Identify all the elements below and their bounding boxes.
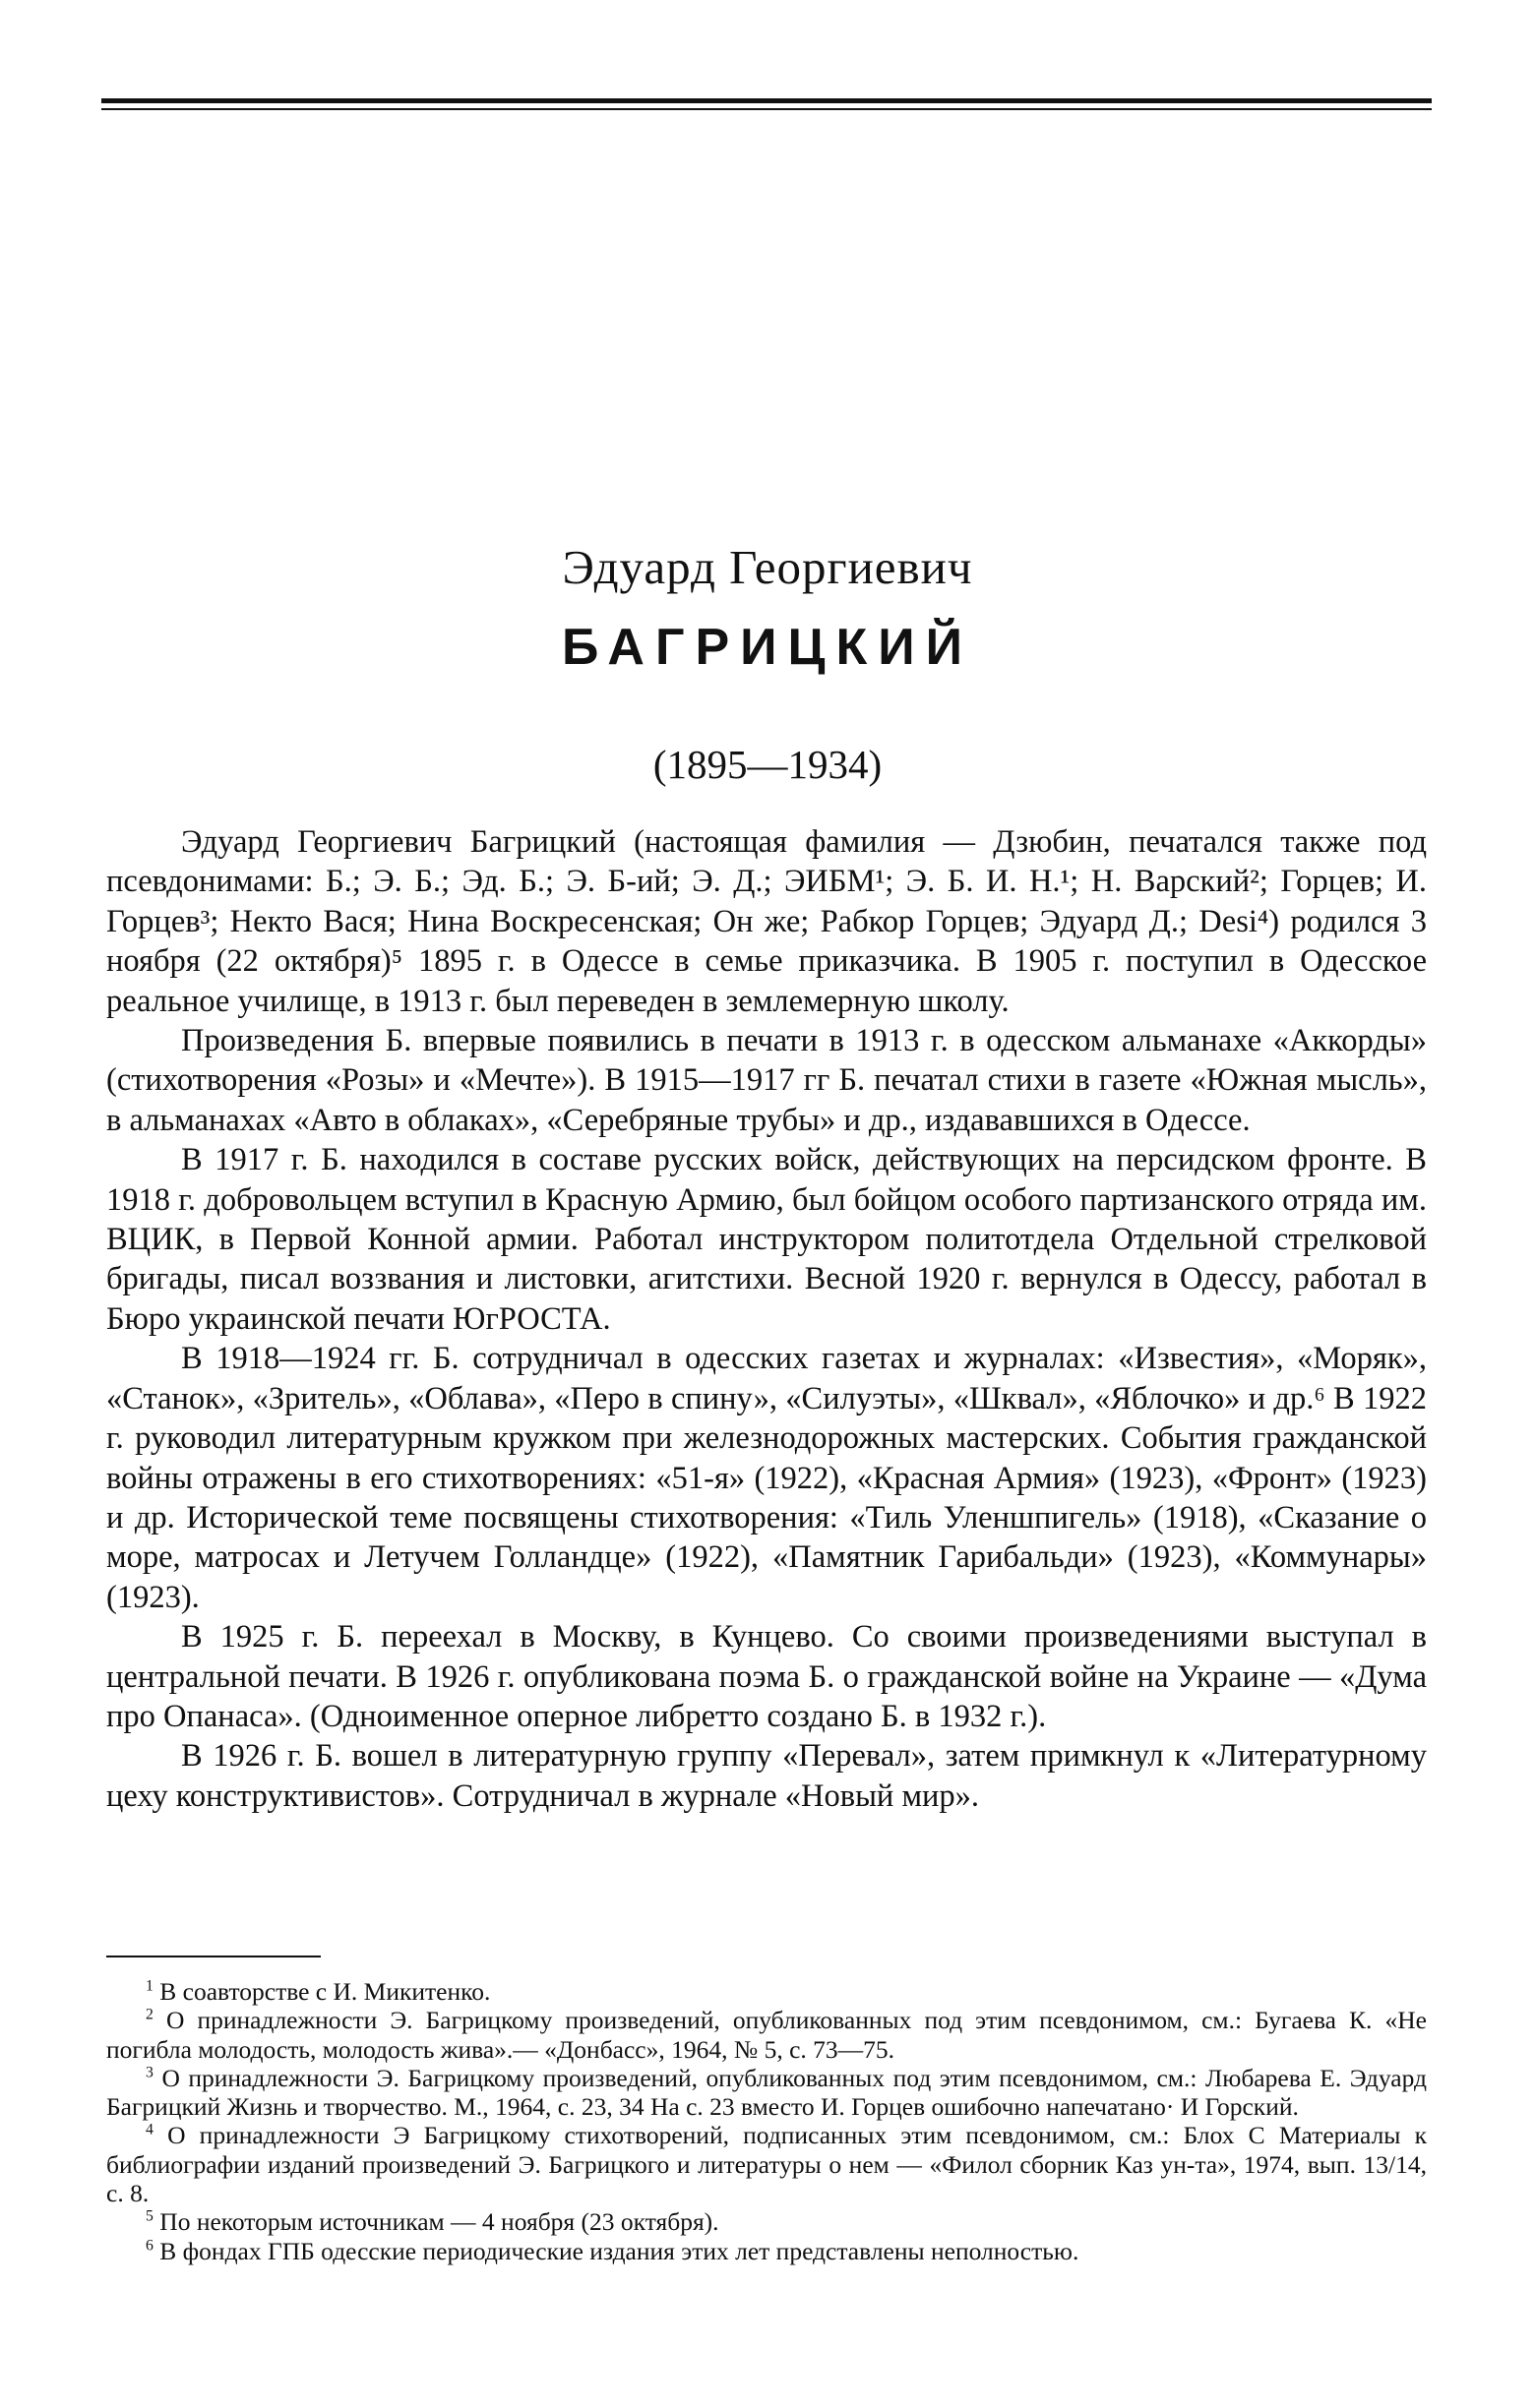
footnote-text: По некоторым источникам — 4 ноября (23 октября). [159, 2207, 719, 2237]
footnote-mark: 3 [146, 2064, 154, 2081]
footnote-mark: 5 [146, 2207, 154, 2225]
footnote-mark: 6 [146, 2237, 154, 2255]
footnote-text: В соавторстве с И. Микитенко. [159, 1977, 491, 2006]
footnote-text: О принадлежности Э. Багрицкому произведений, опубликованных под этим псевдонимом, см.: Бугаева К. «Не погибла молодость, молодость жива».— «Донбасс», 1964, № 5, с. 73—75. [106, 2006, 1427, 2064]
footnote-text: В фондах ГПБ одесские периодические издания этих лет представлены неполностью. [159, 2236, 1079, 2265]
top-rule-thin [101, 108, 1432, 110]
footnote-mark: 1 [146, 1977, 154, 1995]
author-life-years: (1895—1934) [652, 742, 883, 787]
footnote-text: О принадлежности Э Багрицкому стихотворений, подписанных этим псевдонимом, см.: Блох С Материалы к библиографии изданий произведений Э. Багрицкого и литературы о нем — «Филол сборник Каз ун-та», 1974, вып. 13/14, с. 8. [106, 2121, 1428, 2208]
body-paragraph: В 1917 г. Б. находился в составе русских войск, действующих на персидском фронте. В 1918 г. добровольцем вступил в Красную Армию, был бойцом особого партизанского отряда им. ВЦИК, в Первой Конной армии. Работал инструктором политотдела Отдельной стрелковой бригады, писал воззвания и листовки, агитстихи. Весной 1920 г. вернулся в Одессу, работал в Бюро украинской печати ЮгРОСТА. [106, 1142, 1427, 1337]
footnote [106, 2121, 1427, 2207]
top-rule-thick [101, 98, 1432, 103]
biography-body [106, 822, 1427, 1816]
body-paragraph: В 1918—1924 гг. Б. сотрудничал в одесских газетах и журналах: «Известия», «Моряк», «Станок», «Зритель», «Облава», «Перо в спину», «Силуэты», «Шквал», «Яблочко» и др.⁶ В 1922 г. руководил литературным кружком при железнодорожных мастерских. События гражданской войны отражены в его стихотворениях: «51-я» (1922), «Красная Армия» (1923), «Фронт» (1923) и др. Исторической теме посвящены стихотворения: «Тиль Уленшпигель» (1918), «Сказание о море, матросах и Летучем Голландце» (1922), «Памятник Гарибальди» (1923), «Коммунары» (1923). [106, 1341, 1427, 1615]
footnote-separator [106, 1956, 321, 1957]
body-paragraph: Произведения Б. впервые появились в печати в 1913 г. в одесском альманахе «Аккорды» (стихотворения «Розы» и «Мечте»). В 1915—1917 гг Б. печатал стихи в газете «Южная мысль», в альманахах «Авто в облаках», «Серебряные трубы» и др., издававшихся в Одессе. [106, 1023, 1427, 1138]
footnotes [106, 1977, 1427, 2265]
body-paragraph: В 1926 г. Б. вошел в литературную группу «Перевал», затем примкнул к «Литературному цеху конструктивистов». Сотрудничал в журнале «Новый мир». [106, 1738, 1427, 1814]
footnote-mark: 2 [146, 2006, 154, 2023]
footnote [106, 2237, 1427, 2265]
body-paragraph: Эдуард Георгиевич Багрицкий (настоящая фамилия — Дзюбин, печатался также под псевдонимами: Б.; Э. Б.; Эд. Б.; Э. Б-ий; Э. Д.; ЭИБМ¹; Э. Б. И. Н.¹; Н. Варский²; Горцев; И. Горцев³; Некто Вася; Нина Воскресенская; Он же; Рабкор Горцев; Эдуард Д.; Desi⁴) родился 3 ноября (22 октября)⁵ 1895 г. в Одессе в семье приказчика. В 1905 г. поступил в Одесское реальное училище, в 1913 г. был переведен в землемерную школу. [106, 824, 1427, 1019]
author-surname: БАГРИЦКИЙ [562, 619, 973, 676]
body-paragraph: В 1925 г. Б. переехал в Москву, в Кунцево. Со своими произведениями выступал в центральной печати. В 1926 г. опубликована поэма Б. о гражданской войне на Украине — «Дума про Опанаса». (Одноименное оперное либретто создано Б. в 1932 г.). [106, 1619, 1427, 1734]
footnote-text: О принадлежности Э. Багрицкому произведений, опубликованных под этим псевдонимом, см.: Любарева Е. Эдуард Багрицкий Жизнь и творчество. М., 1964, с. 23, 34 На с. 23 вместо И. Горцев ошибочно напечатано· И Горский. [106, 2063, 1428, 2122]
footnote [106, 1977, 1427, 2006]
footnote [106, 2064, 1427, 2122]
footnote-mark: 4 [146, 2121, 154, 2138]
footnote [106, 2207, 1427, 2236]
footnote [106, 2006, 1427, 2064]
author-first-names: Эдуард Георгиевич [562, 540, 973, 594]
